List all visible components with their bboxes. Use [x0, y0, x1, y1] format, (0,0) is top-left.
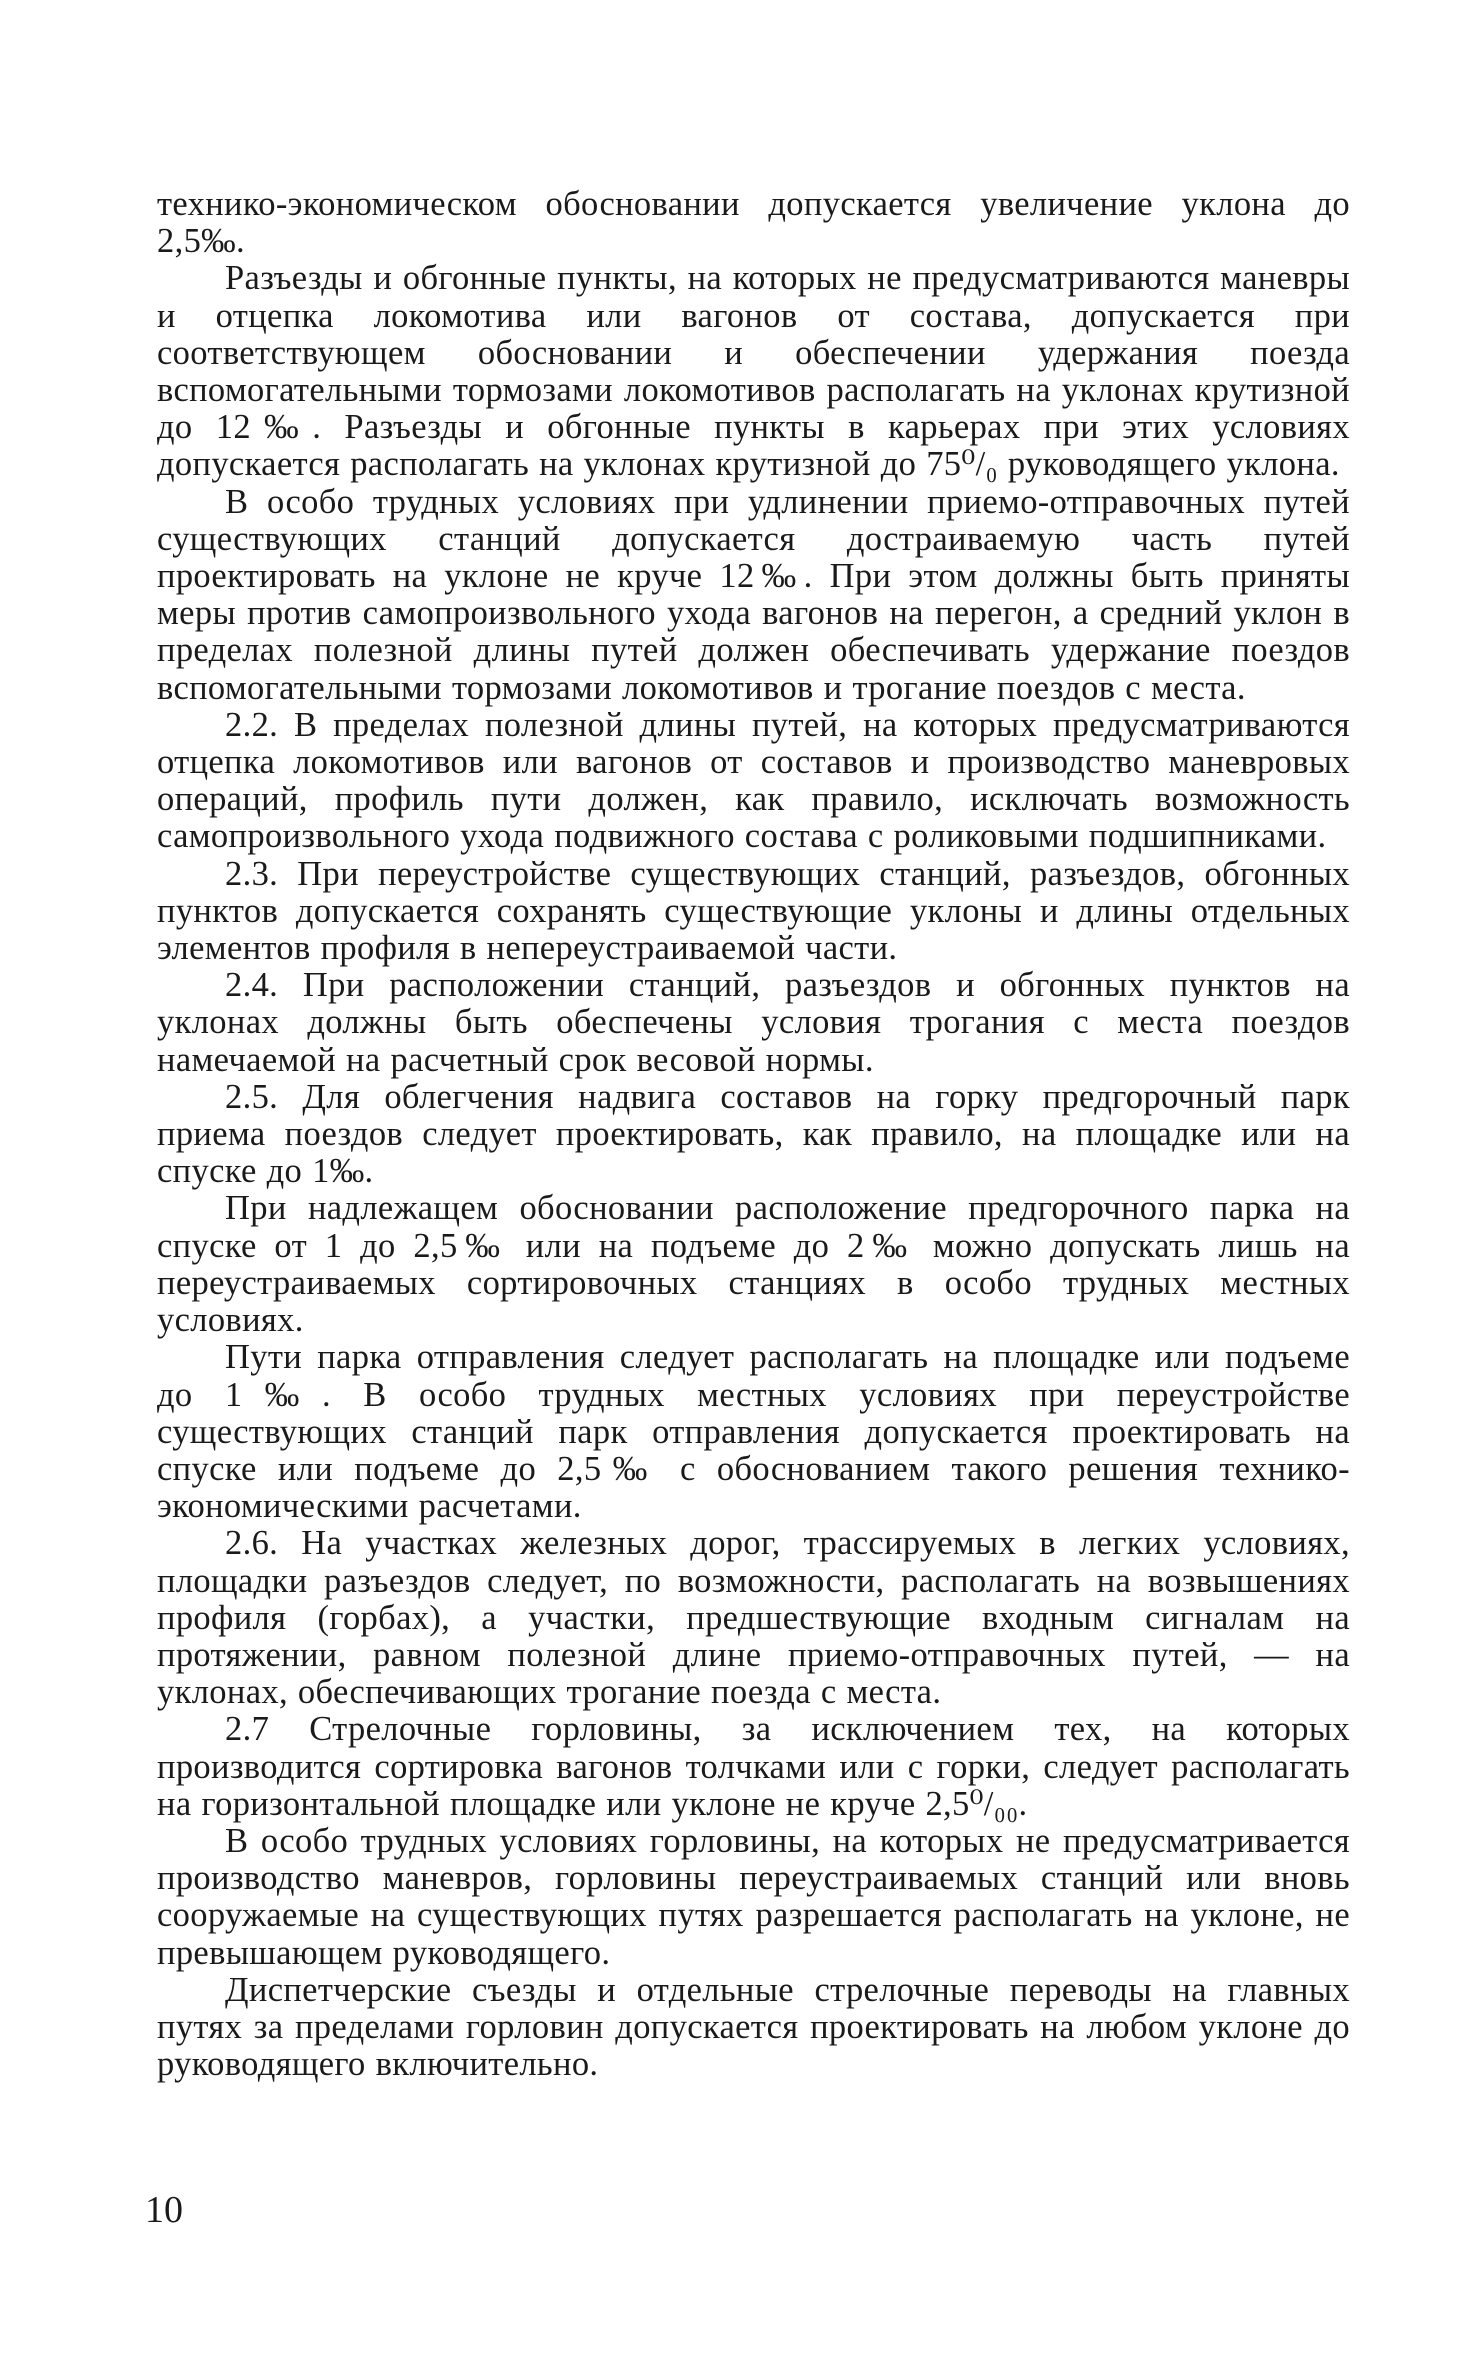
paragraph-section-2-2: 2.2. В пределах полезной длины путей, на которых предусматриваются отцепка локомотивов или вагонов от составов и производство маневровых операций, профиль пути должен, как правило, исключать возможность самопроизвольного ухода подвижного состава с роликовыми подшипниками.	[157, 705, 1350, 856]
paragraph-section-2-4: 2.4. При расположении станций, разъездов и обгонных пунктов на уклонах должны быть обеспечены условия трогания с места поездов намечаемой на расчетный срок весовой нормы.	[157, 966, 1350, 1079]
paragraph-switch-necks: В особо трудных условиях горловины, на которых не предусматривается производство маневров, горловины переустраиваемых станций или вновь сооружаемые на существующих путях разрешается располагать на уклоне, не превышающем руководящего.	[157, 1821, 1350, 1972]
paragraph-departure-yard: Пути парка отправления следует располагать на площадке или подъеме до 1‰. В особо трудных местных условиях при переустройстве существующих станций парк отправления допускается проектировать на спуске или подъеме до 2,5‰ с обоснованием такого решения технико-экономическими расчетами.	[157, 1338, 1350, 1526]
paragraph-hump-yard: При надлежащем обосновании расположение предгорочного парка на спуске от 1 до 2,5‰ или на подъеме до 2‰ можно допускать лишь на переустраиваемых сортировочных станциях в особо трудных местных условиях.	[157, 1189, 1350, 1340]
paragraph-section-2-5: 2.5. Для облегчения надвига составов на горку предгорочный парк приема поездов следует проектировать, как правило, на площадке или на спуске до 1‰.	[157, 1077, 1350, 1191]
paragraph-crossovers: Диспетчерские съезды и отдельные стрелочные переводы на главных путях за пределами горловин допускается проектировать на любом уклоне до руководящего включительно.	[157, 1970, 1350, 2084]
paragraph-section-2-7: 2.7 Стрелочные горловины, за исключением тех, на которых производится сортировка вагонов толчками или с горки, следует располагать на горизонтальной площадке или уклоне не круче 2,5⁰/₀₀.	[157, 1710, 1350, 1823]
paragraph-difficult-conditions: В особо трудных условиях при удлинении приемо-отправочных путей существующих станций допускается достраиваемую часть путей проектировать на уклоне не круче 12‰. При этом должны быть приняты меры против самопроизвольного ухода вагонов на перегон, а средний уклон в пределах полезной длины путей должен обеспечивать удержание поездов вспомогательными тормозами локомотивов и трогание поездов с места.	[157, 482, 1350, 707]
paragraph-section-2-3: 2.3. При переустройстве существующих станций, разъездов, обгонных пунктов допускается сохранять существующие уклоны и длины отдельных элементов профиля в непереустраиваемой части.	[157, 854, 1350, 968]
paragraph-sidings: Разъезды и обгонные пункты, на которых не предусматриваются маневры и отцепка локомотива или вагонов от состава, допускается при соответствующем обосновании и обеспечении удержания поезда вспомогательными тормозами локомотивов располагать на уклонах крутизной до 12‰. Разъезды и обгонные пункты в карьерах при этих условиях допускается располагать на уклонах крутизной до 75⁰/₀ руководящего уклона.	[157, 259, 1350, 484]
page-number: 10	[145, 2189, 183, 2231]
page-body	[157, 186, 1350, 2083]
paragraph-section-2-6: 2.6. На участках железных дорог, трассируемых в легких условиях, площадки разъездов следует, по возможности, располагать на возвышениях профиля (горбах), а участки, предшествующие входным сигналам на протяжении, равном полезной длине приемо-отправочных путей, — на уклонах, обеспечивающих трогание поезда с места.	[157, 1524, 1350, 1712]
paragraph-continuation: технико-экономическом обосновании допускается увеличение уклона до 2,5‰.	[157, 185, 1350, 261]
